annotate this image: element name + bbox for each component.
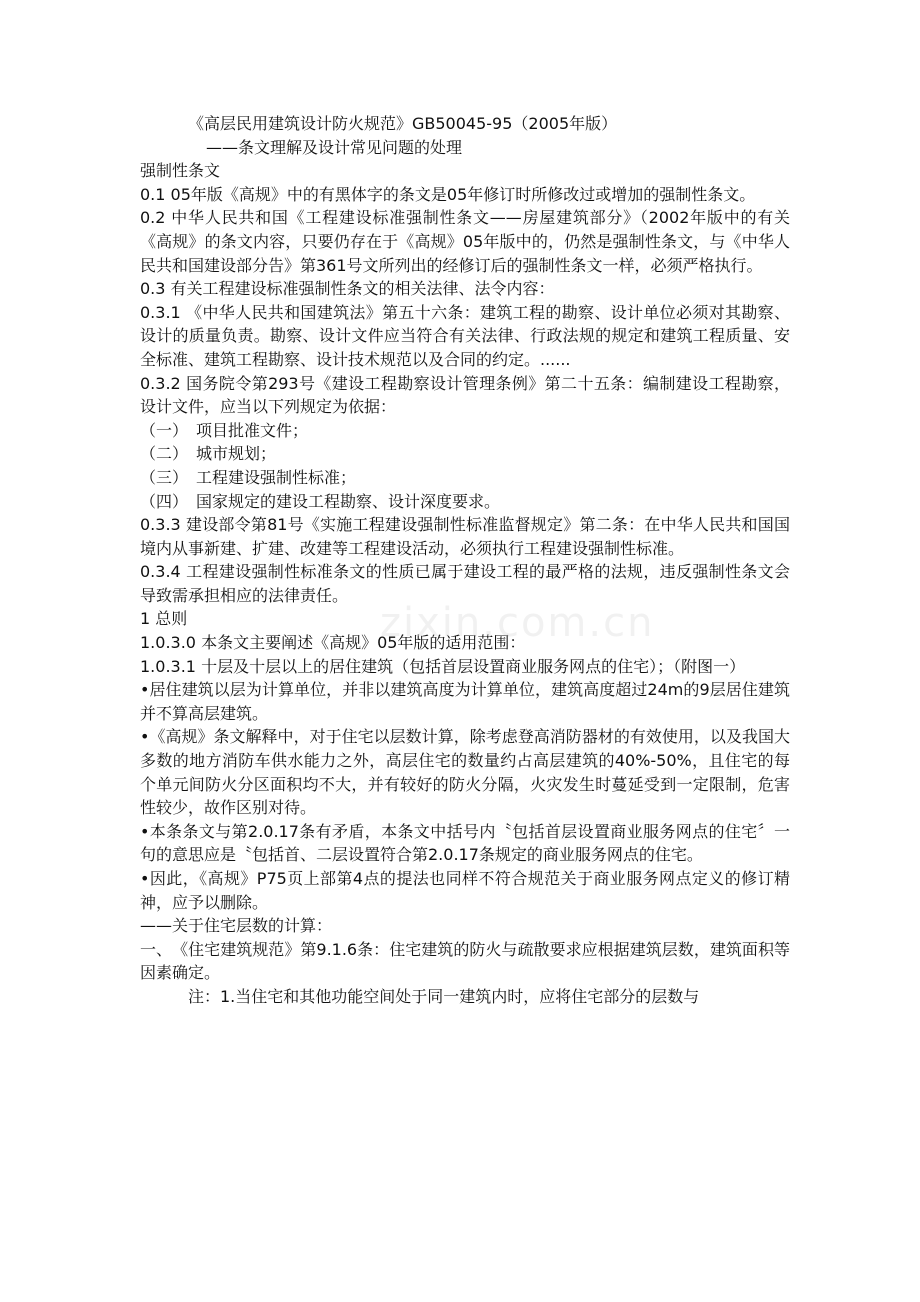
document-subtitle: ——条文理解及设计常见问题的处理: [206, 137, 463, 157]
list-item: （一） 项目批准文件；: [140, 420, 309, 440]
note-paragraph: 注：1.当住宅和其他功能空间处于同一建筑内时，应将住宅部分的层数与: [188, 986, 700, 1006]
paragraph: 0.3.1 《中华人民共和国建筑法》第五十六条：建筑工程的勘察、设计单位必须对其勘察、设计的质量负责。勘察、设计文件应当符合有关法律、行政法规的规定和建筑工程质量、安全标准、建筑工程勘察、设计技术规范以及合同的约定。......: [140, 302, 790, 369]
list-item: （四） 国家规定的建设工程勘察、设计深度要求。: [140, 491, 501, 511]
paragraph: 0.3.2 国务院令第293号《建设工程勘察设计管理条例》第二十五条：编制建设工程勘察，设计文件，应当以下列规定为依据：: [140, 373, 790, 417]
document-body: [140, 112, 790, 1009]
paragraph: 0.2 中华人民共和国《工程建设标准强制性条文——房屋建筑部分》（2002年版中的有关《高规》的条文内容，只要仍存在于《高规》05年版中的，仍然是强制性条文，与《中华人民共和国建设部分告》第361号文所列出的经修订后的强制性条文一样，必须严格执行。: [140, 208, 790, 275]
bullet-paragraph: •本条条文与第2.0.17条有矛盾，本条文中括号内〝包括首层设置商业服务网点的住宅〞一句的意思应是〝包括首、二层设置符合第2.0.17条规定的商业服务网点的住宅。: [140, 821, 790, 865]
paragraph: 0.3 有关工程建设标准强制性条文的相关法律、法令内容：: [140, 279, 555, 299]
section-heading: 强制性条文: [140, 161, 221, 181]
bullet-paragraph: •《高规》条文解释中，对于住宅以层数计算，除考虑登高消防器材的有效使用，以及我国大多数的地方消防车供水能力之外，高层住宅的数量约占高层建筑的40%-50%，且住宅的每个单元间防火分区面积均不大，并有较好的防火分隔，火灾发生时蔓延受到一定限制，危害性较少，故作区别对待。: [140, 727, 790, 818]
paragraph: 1.0.3.0 本条文主要阐述《高规》05年版的适用范围：: [140, 633, 526, 653]
paragraph: ——关于住宅层数的计算：: [140, 916, 333, 936]
watermark: zixin.com.cn: [380, 600, 655, 646]
paragraph: 1.0.3.1 十层及十层以上的居住建筑（包括首层设置商业服务网点的住宅）；（附图一）: [140, 656, 746, 676]
bullet-paragraph: •因此，《高规》P75页上部第4点的提法也同样不符合规范关于商业服务网点定义的修订精神，应予以删除。: [140, 869, 790, 912]
paragraph: 0.3.3 建设部令第81号《实施工程建设强制性标准监督规定》第二条：在中华人民共和国国境内从事新建、扩建、改建等工程建设活动，必须执行工程建设强制性标准。: [140, 515, 790, 558]
paragraph: 0.3.4 工程建设强制性标准条文的性质已属于建设工程的最严格的法规，违反强制性条文会导致需承担相应的法律责任。: [140, 562, 790, 605]
section-heading: 1 总则: [140, 609, 188, 629]
document-title: 《高层民用建筑设计防火规范》GB50045-95（2005年版）: [188, 114, 618, 133]
paragraph: 一、 《住宅建筑规范》第9.1.6条：住宅建筑的防火与疏散要求应根据建筑层数，建筑面积等因素确定。: [140, 939, 790, 983]
list-item: （二） 城市规划；: [140, 444, 277, 464]
list-item: （三） 工程建设强制性标准；: [140, 467, 357, 487]
paragraph: 0.1 05年版《高规》中的有黑体字的条文是05年修订时所修改过或增加的强制性条文。: [140, 184, 756, 204]
bullet-paragraph: •居住建筑以层为计算单位，并非以建筑高度为计算单位，建筑高度超过24m的9层居住建筑并不算高层建筑。: [140, 680, 790, 723]
